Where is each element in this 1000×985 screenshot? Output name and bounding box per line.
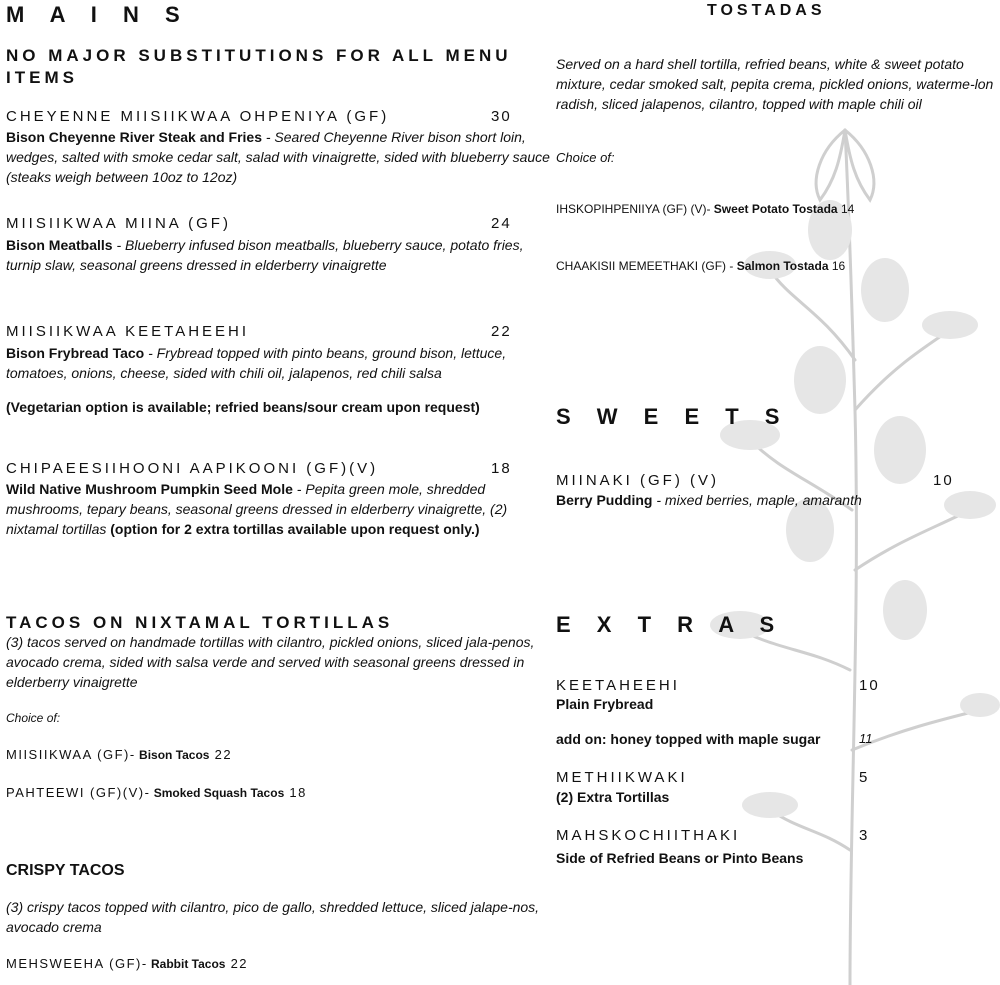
extra-item-name: METHIIKWAKI — [556, 769, 688, 786]
crispy-taco-choice: MEHSWEEHA (GF)- Rabbit Tacos 22 — [6, 956, 249, 971]
tostada-choice: IHSKOPIHPENIIYA (GF) (V)- Sweet Potato Tostada 14 — [556, 202, 855, 216]
extra-item-name: KEETAHEEHI — [556, 677, 680, 694]
main-item-price: 18 — [491, 460, 512, 477]
extra-item-dish: Side of Refried Beans or Pinto Beans — [556, 850, 804, 866]
extra-item-price: 5 — [859, 769, 870, 786]
main-item-name: MIISIIKWAA KEETAHEEHI — [6, 323, 250, 340]
main-item-description: Bison Frybread Taco - Frybread topped with pinto beans, ground bison, lettuce, tomatoes, onions, cheese, sided with chili oil, jalapenos, red chili salsa — [6, 345, 507, 381]
vegetarian-note: (Vegetarian option is available; refried beans/sour cream upon request) — [6, 399, 480, 415]
sweet-item-price: 10 — [933, 472, 954, 489]
main-item-name: CHIPAEESIIHOONI AAPIKOONI (GF)(V) — [6, 460, 379, 477]
sweets-title: S W E E T S — [556, 404, 790, 429]
crispy-tacos-title: CRISPY TACOS — [6, 862, 125, 879]
extra-addon-price: 11 — [859, 731, 873, 746]
tacos-description: (3) tacos served on handmade tortillas with cilantro, pickled onions, sliced jala-penos, avocado crema, sided with salsa verde and served with seasonal greens dressed in elderberry vinaigrette — [6, 634, 535, 690]
extra-item-dish: Plain Frybread — [556, 696, 654, 712]
main-item-price: 24 — [491, 215, 512, 232]
extra-item-name: MAHSKOCHIITHAKI — [556, 827, 741, 844]
main-item-description: Bison Cheyenne River Steak and Fries - Seared Cheyenne River bison short loin, wedges, salted with smoke cedar salt, salad with vinaigrette, sided with blueberry sauce (steaks weigh between 10oz to 12oz) — [6, 129, 550, 185]
taco-choice: PAHTEEWI (GF)(V)- Smoked Squash Tacos 18 — [6, 785, 307, 800]
sweet-item-description: Berry Pudding - mixed berries, maple, amaranth — [556, 492, 862, 508]
main-item-name: CHEYENNE MIISIIKWAA OHPENIYA (GF) — [6, 108, 390, 125]
tostada-choice: CHAAKISII MEMEETHAKI (GF) - Salmon Tostada 16 — [556, 259, 846, 273]
main-item-description: Bison Meatballs - Blueberry infused bison meatballs, blueberry sauce, potato fries, turnip slaw, seasonal greens dressed in elderberry vinaigrette — [6, 237, 524, 273]
main-item-price: 30 — [491, 108, 512, 125]
tostadas-choice-label: Choice of: — [556, 150, 615, 165]
sweet-item-name: MIINAKI (GF) (V) — [556, 472, 719, 489]
extra-item-price: 10 — [859, 677, 880, 694]
taco-choice: MIISIIKWAA (GF)- Bison Tacos 22 — [6, 747, 233, 762]
extras-title: E X T R A S — [556, 612, 785, 637]
tostadas-title: TOSTADAS — [707, 2, 826, 19]
tacos-choice-label: Choice of: — [6, 711, 61, 725]
mains-title: M A I N S — [6, 2, 190, 27]
crispy-tacos-description: (3) crispy tacos topped with cilantro, pico de gallo, shredded lettuce, sliced jalape-nos, avocado crema — [6, 899, 540, 935]
extra-addon: add on: honey topped with maple sugar — [556, 731, 821, 747]
main-item-description: Wild Native Mushroom Pumpkin Seed Mole - Pepita green mole, shredded mushrooms, tepary beans, seasonal greens dressed in elderberry vinaigrette, (2) nixtamal tortillas (option for 2 extra tortillas available upon request only.) — [6, 481, 508, 537]
extra-item-price: 3 — [859, 827, 870, 844]
extra-item-dish: (2) Extra Tortillas — [556, 789, 670, 805]
tostadas-description: Served on a hard shell tortilla, refried beans, white & sweet potato mixture, cedar smoked salt, pepita crema, pickled onions, waterme-lon radish, sliced jalapenos, cilantro, topped with maple chili oil — [556, 56, 994, 112]
main-item-price: 22 — [491, 323, 512, 340]
tacos-title: TACOS ON NIXTAMAL TORTILLAS — [6, 613, 394, 632]
main-item-name: MIISIIKWAA MIINA (GF) — [6, 215, 231, 232]
no-substitutions-notice: NO MAJOR SUBSTITUTIONS FOR ALL MENU ITEMS — [6, 46, 512, 87]
